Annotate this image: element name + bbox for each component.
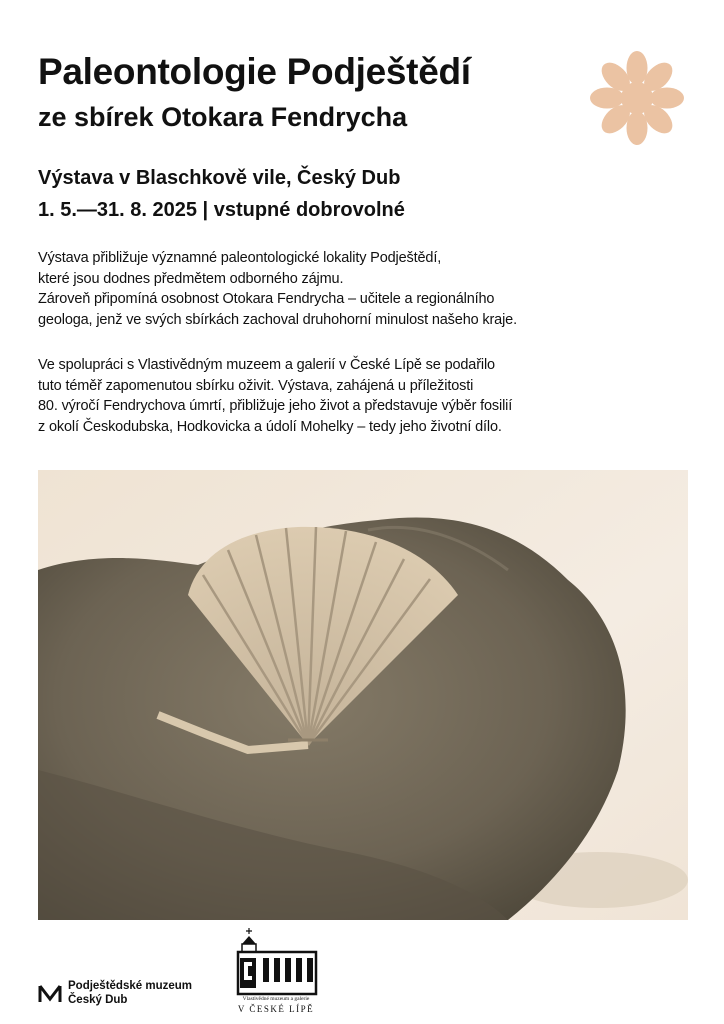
logo1-line1: Podještědské muzeum bbox=[68, 980, 192, 992]
paragraph-line: Výstava přibližuje významné paleontologické lokality Podještědí, bbox=[38, 250, 442, 266]
logo1-line2: Český Dub bbox=[68, 993, 128, 1006]
venue-line: Výstava v Blaschkově vile, Český Dub bbox=[38, 167, 401, 189]
exhibition-title: Paleontologie Podještědí bbox=[38, 51, 471, 92]
logo2-town: V ČESKÉ LÍPĚ bbox=[237, 1004, 315, 1014]
vlastivedne-muzeum-logo bbox=[233, 926, 319, 1016]
description-paragraph-2 bbox=[38, 355, 688, 437]
logo2-caption: Vlastivědné muzeum a galerie bbox=[242, 996, 310, 1002]
paragraph-line: které jsou dodnes předmětem odborného zájmu. bbox=[38, 270, 344, 287]
fossil-shell-photo bbox=[38, 470, 688, 920]
paragraph-line: Ve spolupráci s Vlastivědným muzeem a galerií v České Lípě se podařilo bbox=[38, 357, 495, 373]
paragraph-line: z okolí Českodubska, Hodkovicka a údolí Mohelky – tedy jeho životní dílo. bbox=[38, 418, 502, 435]
dates-line: 1. 5.—31. 8. 2025 | vstupné dobrovolné bbox=[38, 199, 405, 221]
paragraph-line: 80. výročí Fendrychova úmrtí, přibližuje jeho život a představuje výběr fosilií bbox=[38, 398, 513, 414]
description-paragraph-1 bbox=[38, 248, 688, 330]
flower-logo-icon bbox=[585, 48, 689, 148]
museum-building-icon bbox=[233, 926, 319, 996]
exhibition-subtitle: ze sbírek Otokara Fendrycha bbox=[38, 102, 408, 132]
paragraph-line: geologa, jenž ve svých sbírkách zachoval druhohorní minulost našeho kraje. bbox=[38, 311, 517, 328]
paragraph-line: Zároveň připomíná osobnost Otokara Fendrycha – učitele a regionálního bbox=[38, 291, 495, 307]
paragraph-line: tuto téměř zapomenutou sbírku oživit. Výstava, zahájená u příležitosti bbox=[38, 377, 474, 394]
podjestedske-muzeum-logo bbox=[38, 980, 192, 1007]
museum-mark-icon bbox=[38, 983, 62, 1005]
